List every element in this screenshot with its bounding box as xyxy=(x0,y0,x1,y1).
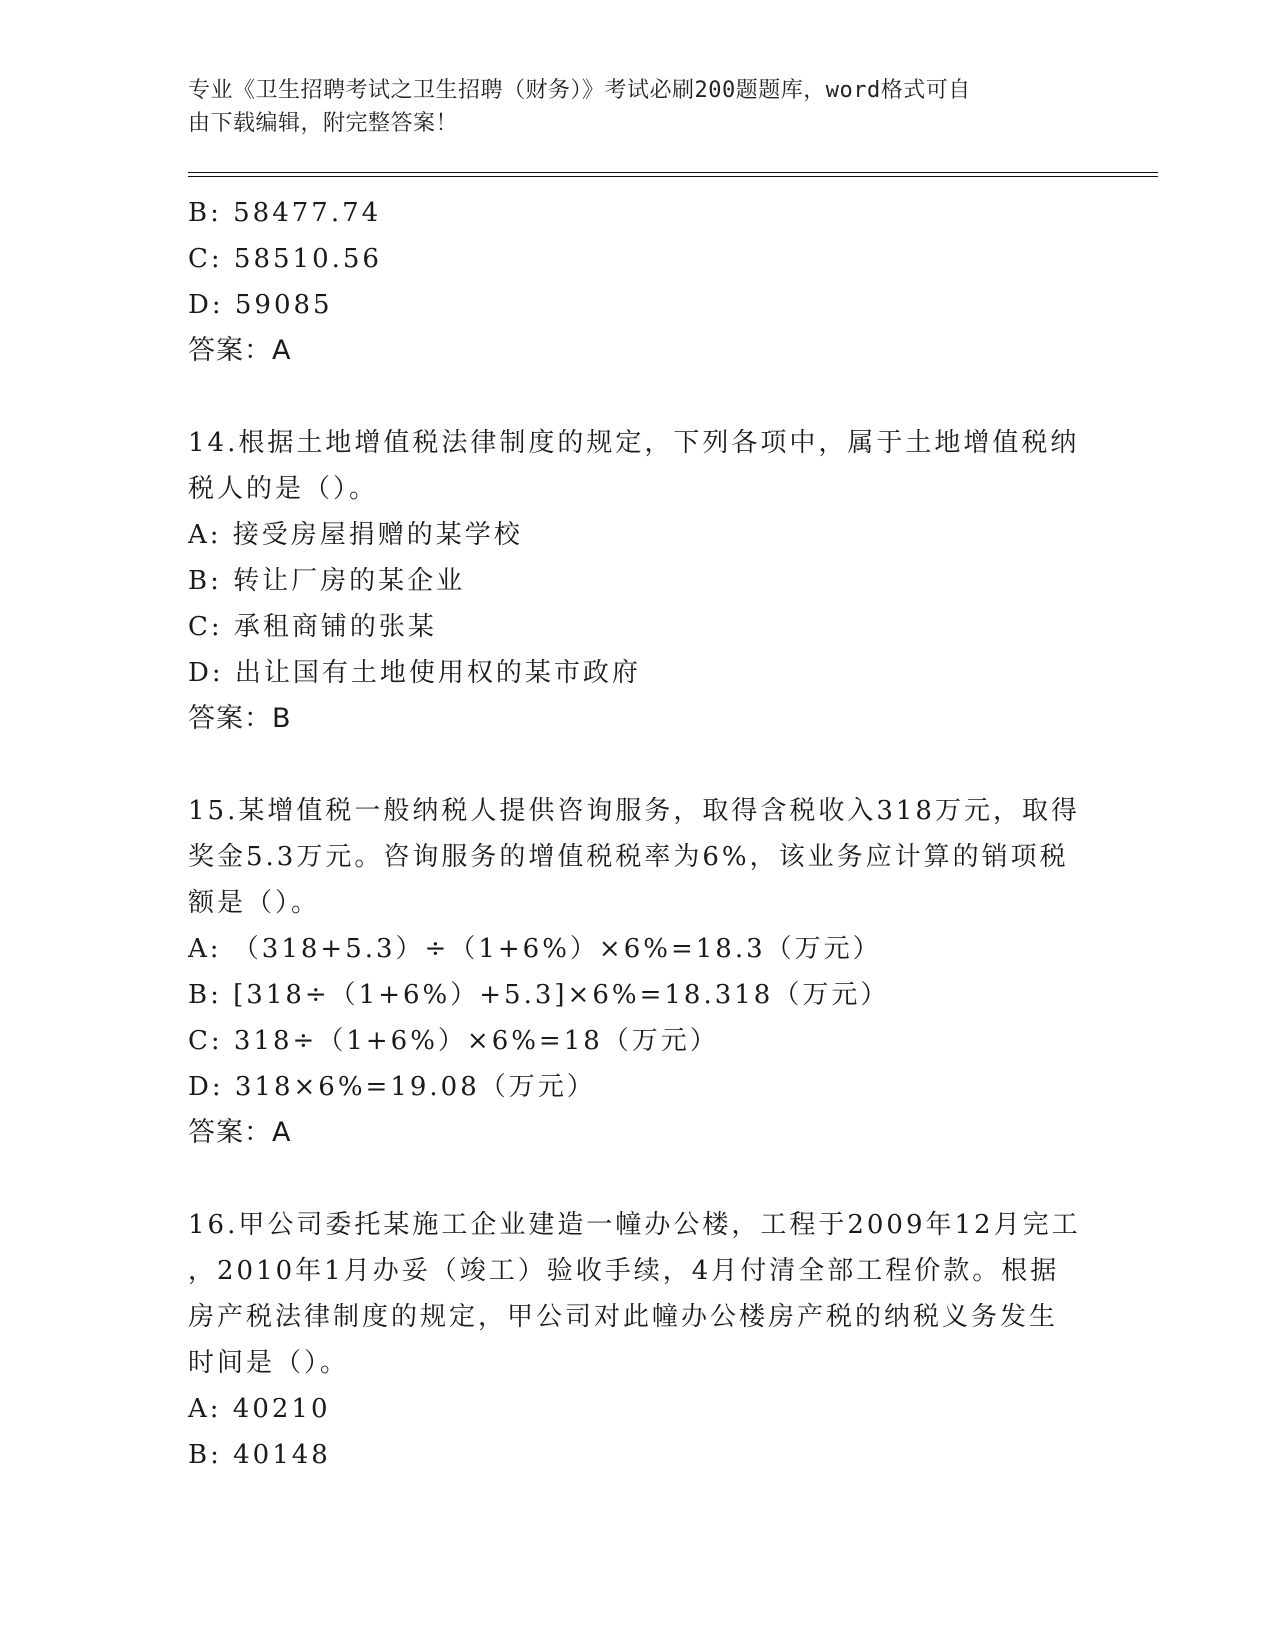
header-line-2: 由下载编辑，附完整答案！ xyxy=(188,111,459,136)
document-body xyxy=(188,190,1088,1478)
q14-stem-line-1: 14.根据土地增值税法律制度的规定，下列各项中，属于土地增值税纳 xyxy=(188,428,1080,458)
q15-option-d: D: 318×6%=19.08（万元） xyxy=(188,1072,596,1102)
q14-option-b: B: 转让厂房的某企业 xyxy=(188,566,466,596)
question-14 xyxy=(188,420,1088,742)
question-15 xyxy=(188,788,1088,1156)
q16-stem-line-1: 16.甲公司委托某施工企业建造一幢办公楼，工程于2009年12月完工 xyxy=(188,1210,1081,1240)
q15-option-c: C: 318÷（1+6%）×6%=18（万元） xyxy=(188,1026,719,1056)
q15-stem-line-3: 额是（）。 xyxy=(188,888,321,918)
q15-answer: 答案：A xyxy=(188,1117,292,1148)
q16-stem-line-3: 房产税法律制度的规定，甲公司对此幢办公楼房产税的纳税义务发生 xyxy=(188,1302,1059,1332)
q14-option-d: D: 出让国有土地使用权的某市政府 xyxy=(188,658,641,688)
q16-option-b: B: 40148 xyxy=(188,1440,331,1470)
q13-option-d: D: 59085 xyxy=(188,290,333,320)
q16-option-a: A: 40210 xyxy=(188,1394,331,1424)
q15-stem-line-2: 奖金5.3万元。咨询服务的增值税税率为6%，该业务应计算的销项税 xyxy=(188,842,1069,872)
header-divider-bottom xyxy=(188,176,1158,177)
question-16 xyxy=(188,1202,1088,1478)
q15-option-b: B: [318÷（1+6%）+5.3]×6%=18.318（万元） xyxy=(188,980,890,1010)
q14-answer: 答案：B xyxy=(188,703,292,734)
spacer xyxy=(188,374,1088,420)
q13-option-b: B: 58477.74 xyxy=(188,198,382,228)
spacer xyxy=(188,742,1088,788)
q14-option-c: C: 承租商铺的张某 xyxy=(188,612,437,642)
q16-stem-line-2: ，2010年1月办妥（竣工）验收手续，4月付清全部工程价款。根据 xyxy=(188,1256,1060,1286)
q13-option-c: C: 58510.56 xyxy=(188,244,382,274)
document-header xyxy=(188,74,1078,140)
q15-stem-line-1: 15.某增值税一般纳税人提供咨询服务，取得含税收入318万元，取得 xyxy=(188,796,1080,826)
question-13-tail xyxy=(188,190,1088,374)
q14-option-a: A: 接受房屋捐赠的某学校 xyxy=(188,520,523,550)
q13-answer: 答案：A xyxy=(188,335,292,366)
q15-option-a: A: （318+5.3）÷（1+6%）×6%=18.3（万元） xyxy=(188,934,882,964)
header-divider-top xyxy=(188,172,1158,173)
q16-stem-line-4: 时间是（）。 xyxy=(188,1348,350,1378)
spacer xyxy=(188,1156,1088,1202)
q14-stem-line-2: 税人的是（）。 xyxy=(188,474,379,504)
header-line-1: 专业《卫生招聘考试之卫生招聘（财务）》考试必刷200题题库，word格式可自 xyxy=(188,78,971,103)
